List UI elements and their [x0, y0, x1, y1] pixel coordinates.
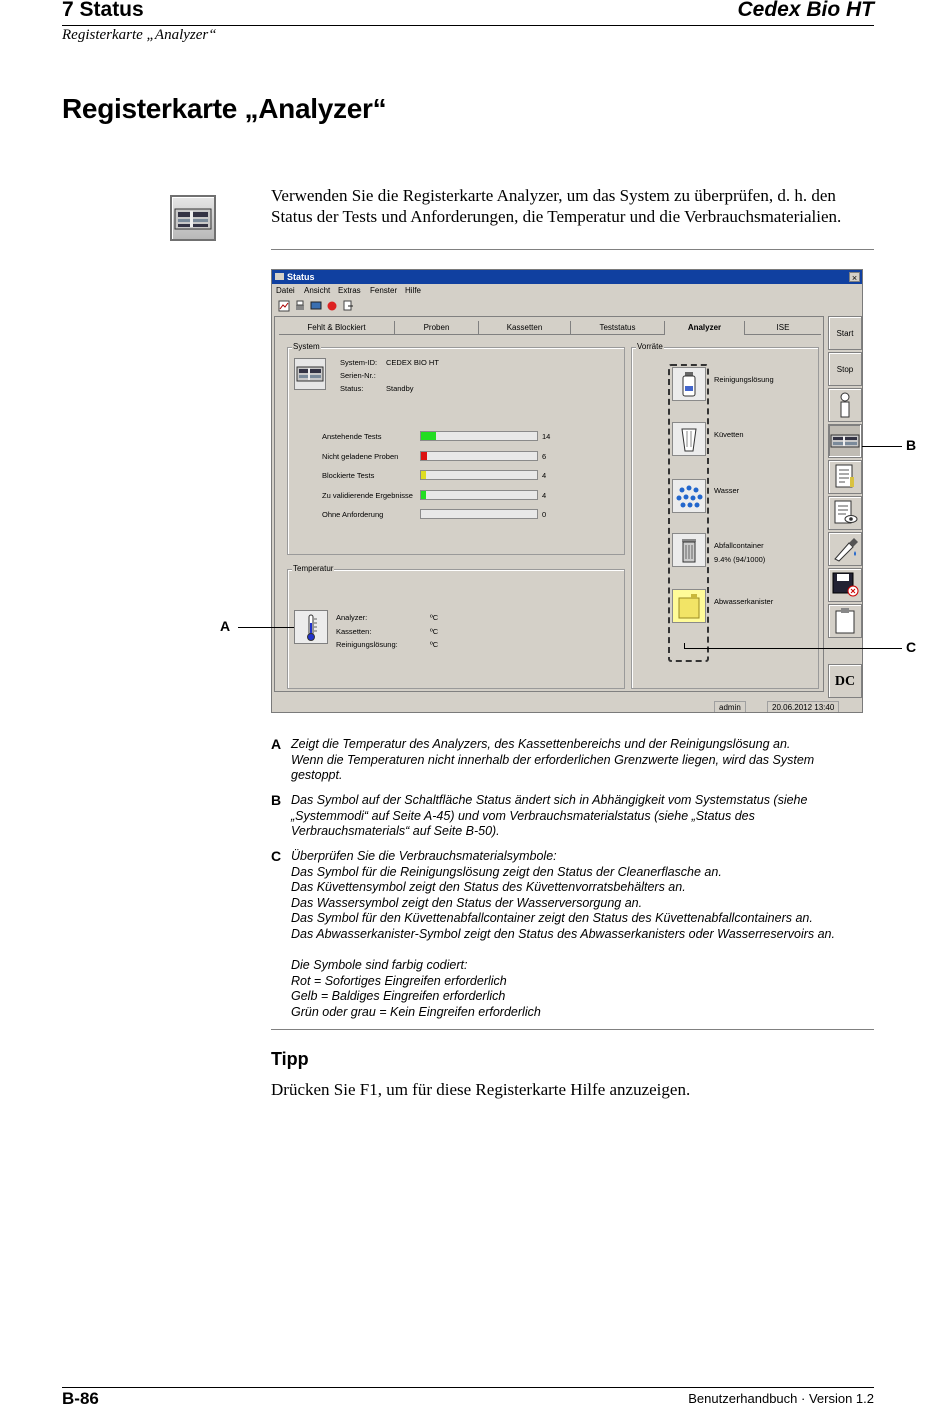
callout-c: C: [906, 639, 917, 655]
counter-bar: [420, 451, 538, 461]
tab-ise[interactable]: ISE: [745, 321, 821, 335]
statusbar-datetime: 20.06.2012 13:40: [767, 701, 839, 713]
results-review-button[interactable]: [828, 496, 862, 530]
supplies-group: [631, 342, 819, 689]
temp-analyzer-unit: ºC: [430, 613, 439, 622]
worklist-icon: [829, 461, 861, 493]
window-app-icon: [275, 273, 284, 280]
counter-value: 6: [542, 451, 547, 461]
page-number: B-86: [62, 1389, 99, 1408]
callout-a: A: [220, 618, 231, 634]
status-label: Status:: [340, 384, 364, 393]
page-title: Registerkarte „Analyzer“: [62, 93, 387, 124]
calibration-button[interactable]: [828, 532, 862, 566]
analyzer-status-icon: [829, 425, 861, 457]
menu-fenster[interactable]: Fenster: [370, 286, 398, 295]
temp-reinigung-label: Reinigungslösung:: [336, 640, 398, 649]
menu-hilfe[interactable]: Hilfe: [405, 286, 422, 295]
section-heading: Registerkarte „Analyzer“: [62, 27, 217, 43]
supply-cuvettes-label: Küvetten: [714, 430, 744, 439]
legend-a-text: Zeigt die Temperatur des Analyzers, des Kassettenbereichs und der Reinigungslösung an. Wenn die Temperaturen nicht innerhalb der erforderlichen Grenzwerte liegen, wird das System gestoppt.: [291, 737, 815, 783]
menu-extras[interactable]: Extras: [338, 286, 361, 295]
manual-version: Benutzerhandbuch · Version 1.2: [688, 1391, 874, 1406]
system-group: [287, 342, 625, 555]
tab-teststatus[interactable]: Teststatus: [571, 321, 665, 335]
supplies-group-label: Vorräte: [637, 342, 663, 351]
analyzer-tab-icon: [170, 195, 216, 241]
wastewater-canister-icon[interactable]: [672, 589, 706, 623]
legend-b-letter: B: [271, 792, 282, 808]
stop-button[interactable]: Stop: [828, 352, 862, 386]
temp-kassetten-label: Kassetten:: [336, 627, 372, 636]
callout-c-line: [684, 648, 902, 649]
product-name: Cedex Bio HT: [737, 0, 874, 21]
window-titlebar: [272, 270, 862, 284]
system-id-value: CEDEX BIO HT: [386, 358, 439, 367]
callout-b-line: [862, 446, 902, 447]
counter-bar-fill: [421, 491, 426, 499]
counter-bar: [420, 509, 538, 519]
water-icon[interactable]: [672, 479, 706, 513]
person-icon: [829, 389, 861, 421]
operator-button[interactable]: [828, 388, 862, 422]
review-icon: [829, 497, 861, 529]
clipboard-icon: [829, 605, 861, 637]
toolbar: [274, 299, 374, 313]
worklist-button[interactable]: [828, 460, 862, 494]
thermometer-icon: [294, 610, 328, 644]
counter-label: Nicht geladene Proben: [322, 451, 399, 461]
clipboard-button[interactable]: [828, 604, 862, 638]
counter-value: 4: [542, 490, 547, 500]
close-icon[interactable]: ×: [849, 272, 860, 282]
footer-rule: [62, 1387, 874, 1388]
counter-value: 4: [542, 471, 547, 480]
counter-bar-fill: [421, 452, 427, 460]
counter-label: Zu validierende Ergebnisse: [322, 490, 413, 500]
tab-analyzer[interactable]: Analyzer: [665, 321, 745, 335]
counter-bar: [420, 490, 538, 500]
status-value: Standby: [386, 384, 414, 393]
callout-b: B: [906, 437, 917, 453]
tip-text: Drücken Sie F1, um für diese Registerkarte Hilfe anzuzeigen.: [271, 1080, 691, 1099]
system-id-label: System-ID:: [340, 358, 378, 367]
print-icon[interactable]: [294, 300, 306, 312]
counter-label: Ohne Anforderung: [322, 510, 384, 519]
chart-icon[interactable]: [278, 300, 290, 312]
supply-wastewater-label: Abwasserkanister: [714, 597, 774, 606]
cuvettes-icon[interactable]: [672, 422, 706, 456]
chapter-heading: 7 Status: [62, 0, 144, 21]
supply-waste-detail: 9.4% (94/1000): [714, 555, 766, 564]
tab-proben[interactable]: Proben: [395, 321, 479, 335]
data-save-button[interactable]: [828, 568, 862, 602]
menu-datei[interactable]: Datei: [276, 286, 295, 295]
counter-label: Anstehende Tests: [322, 432, 382, 441]
temp-analyzer-label: Analyzer:: [336, 613, 368, 622]
dc-button[interactable]: DC: [828, 664, 862, 698]
status-window-screenshot: [271, 269, 863, 713]
status-panel: [274, 316, 824, 692]
cleaner-bottle-icon[interactable]: [672, 367, 706, 401]
export-icon[interactable]: [342, 300, 354, 312]
disk-icon: [829, 569, 861, 601]
counter-bar-fill: [421, 471, 426, 479]
temp-kassetten-unit: ºC: [430, 627, 439, 636]
monitor-icon[interactable]: [310, 300, 322, 312]
start-button[interactable]: Start: [828, 316, 862, 350]
temperature-group: [287, 564, 625, 689]
statusbar-user: admin: [714, 701, 746, 713]
counter-value: 14: [542, 432, 551, 441]
tab-fehlt-blockiert[interactable]: Fehlt & Blockiert: [279, 321, 395, 335]
alarm-icon[interactable]: [326, 300, 338, 312]
counter-bar: [420, 470, 538, 480]
system-group-label: System: [293, 342, 320, 351]
supply-cleaner-label: Reinigungslösung: [714, 375, 774, 384]
serial-label: Serien-Nr.:: [340, 371, 376, 380]
counter-bar: [420, 431, 538, 441]
legend-b-text: Das Symbol auf der Schaltfläche Status ändert sich in Abhängigkeit vom Systemstatus (siehe „Systemmodi“ auf Seite A-45) und vom Verbrauchsmaterialstatus (siehe „Status des Verbrauchsmaterials“ auf Seite B-50).: [291, 793, 808, 839]
analyzer-system-icon: [294, 358, 326, 390]
menubar: [272, 284, 862, 298]
intro-paragraph: Verwenden Sie die Registerkarte Analyzer, um das System zu überprüfen, d. h. den Status der Tests und Anforderungen, die Temperatur und die Verbrauchsmaterialien.: [271, 186, 842, 226]
supply-water-label: Wasser: [714, 486, 740, 495]
temperature-group-label: Temperatur: [293, 564, 334, 573]
divider: [271, 1029, 874, 1030]
supply-waste-label: Abfallcontainer: [714, 541, 764, 550]
window-title: Status: [287, 272, 315, 282]
legend-a-letter: A: [271, 736, 282, 752]
menu-ansicht[interactable]: Ansicht: [304, 286, 331, 295]
legend-c-letter: C: [271, 848, 282, 864]
callout-a-line: [238, 627, 294, 628]
pipette-icon: [829, 533, 861, 565]
waste-container-icon[interactable]: [672, 533, 706, 567]
tab-bar: [279, 321, 821, 335]
counter-label: Blockierte Tests: [322, 471, 375, 480]
counter-value: 0: [542, 510, 547, 519]
tip-heading: Tipp: [271, 1049, 309, 1069]
divider: [271, 249, 874, 250]
tab-kassetten[interactable]: Kassetten: [479, 321, 571, 335]
legend-c-text: Überprüfen Sie die Verbrauchsmaterialsymbole: Das Symbol für die Reinigungslösung zeigt den Status der Cleanerflasche an. Das Küvettensymbol zeigt den Status des Küvettenvorratsbehälters an. Das Wassersymbol zeigt den Status der Wasserversorgung an. Das Symbol für den Küvettenabfallcontainer zeigt den Status des Küvettenabfallcontainers an. Das Abwasserkanister-Symbol zeigt den Status des Abwasserkanisters oder Wasserreservoirs an. Die Symbole sind farbig codiert: Rot = Sofortiges Eingreifen erforderlich Gelb = Baldiges Eingreifen erforderlich Grün oder grau = Kein Eingreifen erforderlich: [291, 849, 835, 1019]
temp-reinigung-unit: ºC: [430, 640, 439, 649]
counter-bar-fill: [421, 432, 436, 440]
status-button[interactable]: [828, 424, 862, 458]
header-rule: [62, 25, 874, 26]
